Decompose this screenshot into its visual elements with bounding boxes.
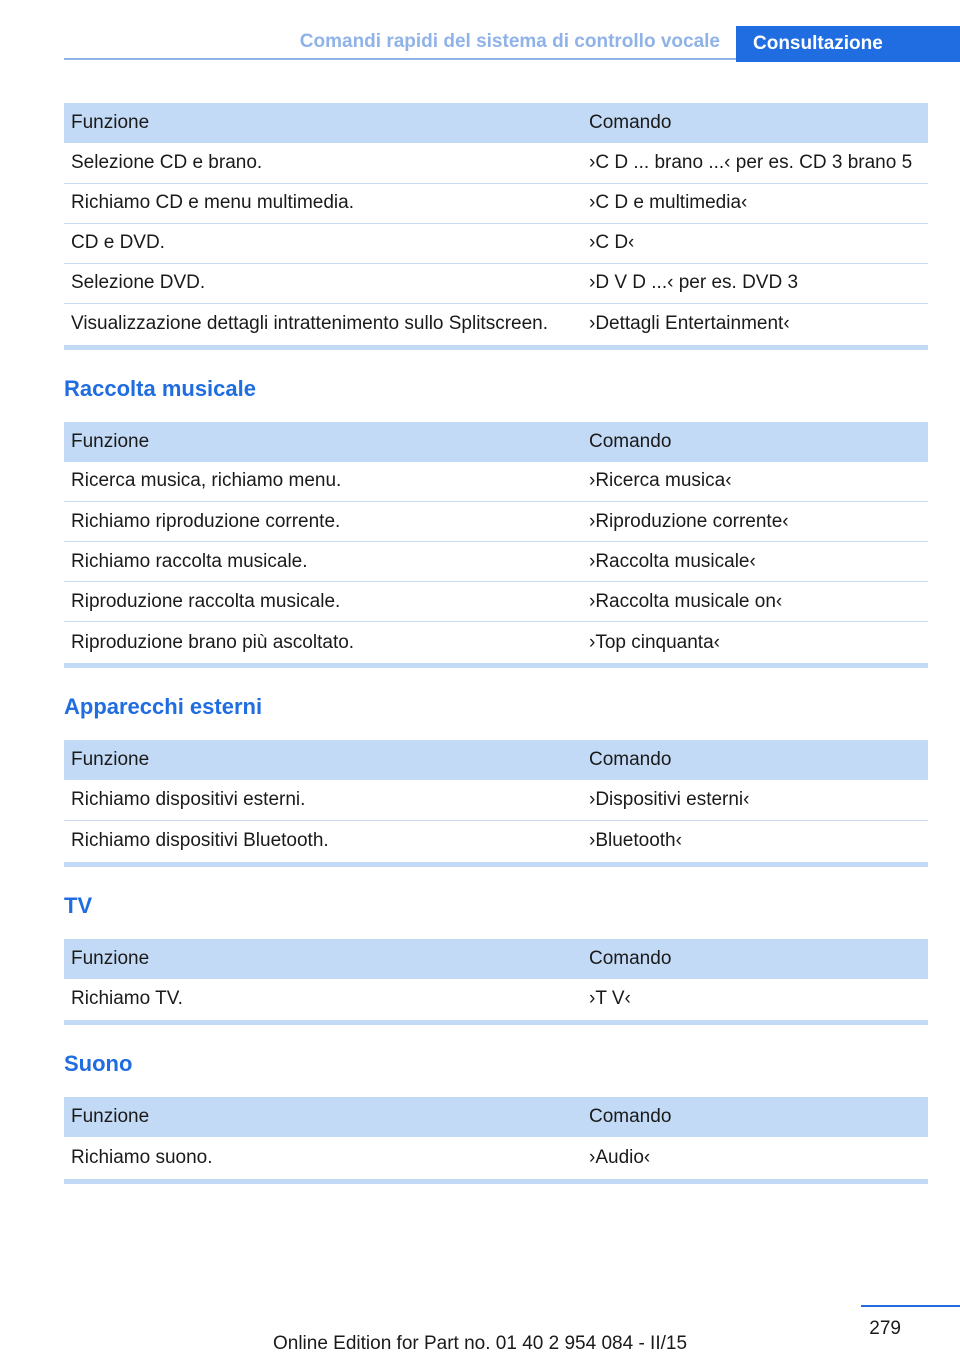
command-table <box>64 422 928 669</box>
running-header-title: Comandi rapidi del sistema di controllo vocale <box>64 26 736 60</box>
command-cell: ›D V D ...‹ per es. DVD 3 <box>582 263 928 303</box>
command-cell: ›Raccolta musicale on‹ <box>582 582 928 622</box>
function-cell: CD e DVD. <box>64 223 582 263</box>
command-cell: ›C D ... brano ...‹ per es. CD 3 brano 5 <box>582 143 928 183</box>
function-cell: Visualizzazione dettagli intrattenimento sullo Splitscreen. <box>64 303 582 347</box>
page-number: 279 <box>869 1318 901 1339</box>
column-header-comando: Comando <box>582 1097 928 1137</box>
command-table <box>64 740 928 867</box>
column-header-comando: Comando <box>582 740 928 780</box>
command-cell: ›Ricerca musica‹ <box>582 462 928 502</box>
table-row <box>64 780 928 820</box>
command-cell: ›T V‹ <box>582 979 928 1023</box>
command-cell: ›Dispositivi esterni‹ <box>582 780 928 820</box>
command-cell: ›Audio‹ <box>582 1137 928 1181</box>
function-cell: Richiamo TV. <box>64 979 582 1023</box>
table-row <box>64 223 928 263</box>
table-row <box>64 820 928 864</box>
table-row <box>64 1137 928 1181</box>
command-tables <box>64 103 928 1184</box>
column-header-funzione: Funzione <box>64 939 582 979</box>
function-cell: Riproduzione brano più ascoltato. <box>64 622 582 666</box>
function-cell: Richiamo dispositivi esterni. <box>64 780 582 820</box>
column-header-funzione: Funzione <box>64 740 582 780</box>
table-header-row <box>64 740 928 780</box>
column-header-comando: Comando <box>582 103 928 143</box>
page-number-rule <box>861 1305 960 1307</box>
command-table <box>64 939 928 1026</box>
table-row <box>64 462 928 502</box>
function-cell: Ricerca musica, richiamo menu. <box>64 462 582 502</box>
footer-edition: Online Edition for Part no. 01 40 2 954 084 - II/15 <box>272 1333 688 1354</box>
table-row <box>64 263 928 303</box>
table-row <box>64 582 928 622</box>
table-row <box>64 303 928 347</box>
column-header-funzione: Funzione <box>64 1097 582 1137</box>
function-cell: Richiamo suono. <box>64 1137 582 1181</box>
section-heading: Apparecchi esterni <box>64 694 263 719</box>
table-row <box>64 183 928 223</box>
table-row <box>64 502 928 542</box>
section-heading: Raccolta musicale <box>64 375 256 401</box>
column-header-funzione: Funzione <box>64 103 582 143</box>
function-cell: Richiamo CD e menu multimedia. <box>64 183 582 223</box>
table-row <box>64 979 928 1023</box>
function-cell: Selezione CD e brano. <box>64 143 582 183</box>
table-row <box>64 622 928 666</box>
command-table <box>64 1097 928 1184</box>
command-cell: ›Dettagli Entertainment‹ <box>582 303 928 347</box>
table-row <box>64 542 928 582</box>
function-cell: Riproduzione raccolta musicale. <box>64 582 582 622</box>
section-heading: Suono <box>64 1051 133 1076</box>
command-cell: ›Raccolta musicale‹ <box>582 542 928 582</box>
column-header-comando: Comando <box>582 939 928 979</box>
chapter-tab: Consultazione <box>736 26 960 62</box>
column-header-funzione: Funzione <box>64 422 582 462</box>
command-table <box>64 103 928 350</box>
command-cell: ›Riproduzione corrente‹ <box>582 502 928 542</box>
table-header-row <box>64 939 928 979</box>
table-header-row <box>64 1097 928 1137</box>
function-cell: Richiamo riproduzione corrente. <box>64 502 582 542</box>
section-heading: TV <box>64 892 93 918</box>
function-cell: Richiamo raccolta musicale. <box>64 542 582 582</box>
function-cell: Selezione DVD. <box>64 263 582 303</box>
table-row <box>64 143 928 183</box>
command-cell: ›C D‹ <box>582 223 928 263</box>
command-cell: ›Bluetooth‹ <box>582 820 928 864</box>
command-cell: ›C D e multimedia‹ <box>582 183 928 223</box>
function-cell: Richiamo dispositivi Bluetooth. <box>64 820 582 864</box>
command-cell: ›Top cinquanta‹ <box>582 622 928 666</box>
table-header-row <box>64 103 928 143</box>
column-header-comando: Comando <box>582 422 928 462</box>
table-header-row <box>64 422 928 462</box>
